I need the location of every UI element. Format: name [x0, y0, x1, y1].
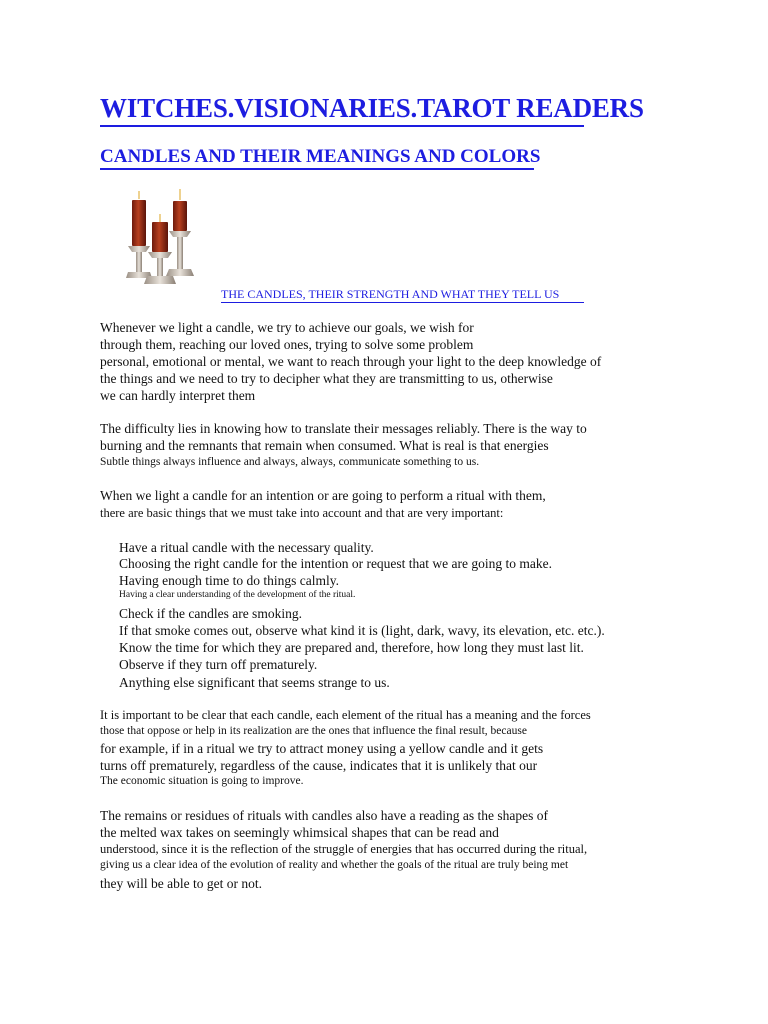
list-item: If that smoke comes out, observe what kind it is (light, dark, wavy, its elevation, etc. etc.).	[119, 623, 605, 638]
para1-line: the things and we need to try to decipher what they are transmitting to us, otherwise	[100, 371, 553, 386]
para5-line: understood, since it is the reflection of the struggle of energies that has occurred during the ritual,	[100, 842, 588, 856]
para5-line: The remains or residues of rituals with candles also have a reading as the shapes of	[100, 808, 548, 823]
para1-line: through them, reaching our loved ones, trying to solve some problem	[100, 337, 474, 352]
para5-line: they will be able to get or not.	[100, 876, 262, 891]
para2-line: The difficulty lies in knowing how to translate their messages reliably. There is the way to	[100, 421, 587, 436]
para4-line: those that oppose or help in its realization are the ones that influence the final result, because	[100, 725, 527, 737]
para3-line: When we light a candle for an intention or are going to perform a ritual with them,	[100, 488, 546, 503]
para5-line: giving us a clear idea of the evolution of reality and whether the goals of the ritual are truly being met	[100, 859, 569, 871]
list-item: Have a ritual candle with the necessary quality.	[119, 540, 374, 555]
candles-icon	[122, 186, 200, 288]
section-heading-link[interactable]: THE CANDLES, THEIR STRENGTH AND WHAT THEY TELL US	[221, 287, 560, 301]
subtitle-underline	[100, 168, 534, 170]
para4-line: The economic situation is going to improve.	[100, 775, 304, 787]
para2-line: Subtle things always influence and always, always, communicate something to us.	[100, 456, 480, 468]
list-item: Having a clear understanding of the development of the ritual.	[119, 590, 356, 600]
para4-line: for example, if in a ritual we try to attract money using a yellow candle and it gets	[100, 741, 544, 756]
list-item: Anything else significant that seems strange to us.	[119, 675, 390, 690]
list-item: Observe if they turn off prematurely.	[119, 657, 318, 672]
page-title-link[interactable]: WITCHES.VISIONARIES.TAROT READERS	[100, 93, 644, 123]
para1-line: we can hardly interpret them	[100, 388, 256, 403]
section-underline	[221, 302, 584, 303]
list-item: Know the time for which they are prepared and, therefore, how long they must last lit.	[119, 640, 584, 655]
para1-line: personal, emotional or mental, we want to reach through your light to the deep knowledge of	[100, 354, 602, 369]
title-underline	[100, 125, 584, 127]
list-item: Choosing the right candle for the intention or request that we are going to make.	[119, 556, 553, 571]
para4-line: turns off prematurely, regardless of the cause, indicates that it is unlikely that our	[100, 758, 538, 773]
list-item: Check if the candles are smoking.	[119, 606, 302, 621]
page-subtitle-link[interactable]: CANDLES AND THEIR MEANINGS AND COLORS	[100, 146, 541, 167]
para4-line: It is important to be clear that each candle, each element of the ritual has a meaning and the forces	[100, 708, 591, 722]
para1-line: Whenever we light a candle, we try to achieve our goals, we wish for	[100, 320, 474, 335]
para3-line: there are basic things that we must take into account and that are very important:	[100, 506, 504, 520]
para5-line: the melted wax takes on seemingly whimsical shapes that can be read and	[100, 825, 499, 840]
list-item: Having enough time to do things calmly.	[119, 573, 339, 588]
para2-line: burning and the remnants that remain when consumed. What is real is that energies	[100, 438, 549, 453]
